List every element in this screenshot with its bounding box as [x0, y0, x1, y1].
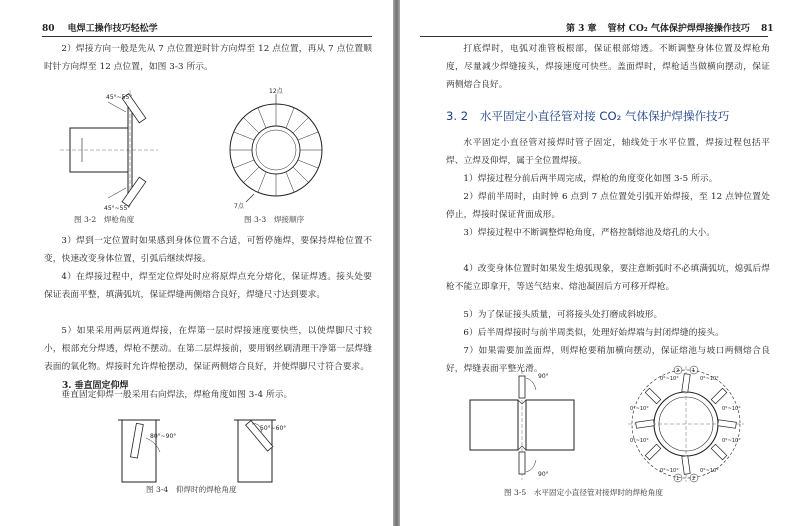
paragraph: 水平固定小直径管对接焊时管子固定，轴线处于水平位置，焊接过程包括平焊、立焊及仰焊，属于全位置焊接。 — [446, 138, 770, 166]
header-rule — [42, 36, 372, 37]
angle-label: 90° — [538, 373, 549, 380]
paragraph: 4）在焊接过程中，焊至定位焊处时应将原焊点充分熔化，保证焊透。接头处要保证表面平整，填满弧坑，保证焊缝两侧熔合良好，焊缝尺寸达到要求。 — [44, 272, 372, 300]
left-page — [0, 0, 393, 526]
angle-label: 0°~10° — [630, 438, 649, 444]
angle-label: 0°~10° — [630, 406, 649, 412]
paragraph: 6）后半周焊接时与前半周类似，处理好始焊端与封闭焊缝的接头。 — [463, 328, 724, 338]
paragraph: 2）焊前半周时，由时钟 6 点到 7 点位置处引弧开始焊接，至 12 点钟位置处停止，焊接时保证背面成形。 — [446, 192, 770, 220]
figure-caption: 图 3-2 焊枪角度 — [74, 215, 135, 224]
paragraph: 5）为了保证接头质量，可将接头处打磨成斜坡形。 — [463, 310, 663, 320]
angle-label: 0°~10° — [722, 438, 741, 444]
angle-label: 90° — [538, 471, 549, 478]
page-number: 80 — [42, 24, 55, 34]
paragraph: 4）改变身体位置时如果发生熄弧现象，要注意断弧时不必填满弧坑，熄弧后焊枪不能立即拿开，等送气结束、熔池凝固后方可移开焊枪。 — [446, 264, 770, 292]
figure-caption: 图 3-3 焊接顺序 — [244, 215, 305, 224]
section-title-text: 水平固定小直径管对接 CO₂ 气体保护焊操作技巧 — [479, 109, 730, 123]
angle-label-bottom: 45°~55° — [104, 205, 131, 212]
section-title — [446, 108, 729, 124]
paragraph: 2）焊接方向一般是先从 7 点位置逆时针方向焊至 12 点位置，再从 7 点位置顺时针方向焊至 12 点位置，如图 3-3 所示。 — [44, 44, 372, 72]
angle-label-right: 50°~60° — [260, 425, 287, 432]
header-rule — [420, 36, 768, 37]
clock-label-12: 12点 — [269, 88, 283, 95]
paragraph: 3）焊接过程中不断调整焊枪角度，严格控制熔池及熔孔的大小。 — [463, 228, 716, 238]
section-number: 3. 2 — [446, 109, 469, 123]
running-title: 管材 CO₂ 气体保护焊焊接操作技巧 — [607, 24, 750, 34]
paragraph: 3）焊到一定位置时如果感到身体位置不合适，可暂停施焊，要保持焊枪位置不变，快速改变身体位置，引弧后继续焊接。 — [44, 236, 372, 264]
right-page-header — [566, 21, 774, 34]
paragraph: 垂直固定仰焊一般采用右向焊法，焊枪角度如图 3-4 所示。 — [61, 390, 293, 400]
book-gutter — [393, 0, 400, 526]
torch-marker: 2 — [676, 368, 680, 374]
figure-3-2-torch-angle — [60, 86, 160, 214]
torch-marker: 2 — [692, 476, 696, 482]
figure-3-3-weld-sequence — [224, 86, 334, 210]
figure-3-4-overhead-torch-angle — [100, 402, 300, 484]
figure-3-5-horizontal-pipe-torch-angle — [464, 364, 776, 486]
paragraph: 7）如果需要加盖面焊，则焊枪要稍加横向摆动，保证熔池与坡口两侧熔合良好，焊缝表面平整光滑。 — [446, 346, 770, 374]
angle-label-left: 80°~90° — [150, 433, 177, 440]
left-page-header — [42, 21, 158, 34]
figure-caption: 图 3-4 仰焊时的焊枪角度 — [146, 485, 237, 494]
angle-label: 0°~10° — [700, 376, 719, 382]
paragraph: 1）焊接过程分前后两半周完成，焊枪的角度变化如图 3-5 所示。 — [463, 174, 718, 184]
paragraph: 5）如果采用两层两道焊接，在焊第一层时焊接速度要快些，以使焊脚尺寸较小，根部充分焊透，焊枪不摆动。在第二层焊接前，要用钢丝刷清理干净第一层焊缝表面的氧化物。焊接时允许焊枪摆动，保证两侧熔合良好，并使焊脚尺寸符合要求。 — [44, 326, 372, 372]
angle-label: 0°~10° — [700, 468, 719, 474]
clock-label-7: 7点 — [234, 203, 244, 210]
figure-caption: 图 3-5 水平固定小直径管对接焊时的焊枪角度 — [504, 488, 663, 497]
running-title: 电焊工操作技巧轻松学 — [67, 24, 158, 34]
torch-marker: 1 — [676, 476, 680, 482]
angle-label-top: 45°~55° — [106, 94, 133, 101]
torch-marker: 1 — [692, 368, 696, 374]
paragraph: 打底焊时，电弧对准管板根部，保证根部熔透。不断调整身体位置及焊枪角度，尽量减少焊缝接头，焊接速度可快些。盖面焊时，焊枪适当做横向摆动，保证两侧熔合良好。 — [446, 44, 770, 90]
right-page — [400, 0, 788, 526]
angle-label: 0°~10° — [660, 376, 679, 382]
angle-label: 0°~10° — [722, 406, 741, 412]
page-number: 81 — [761, 24, 774, 34]
angle-label: 0°~10° — [660, 468, 679, 474]
subsection-heading: 3. 垂直固定仰焊 — [62, 381, 129, 391]
chapter-label: 第 3 章 — [566, 24, 597, 34]
